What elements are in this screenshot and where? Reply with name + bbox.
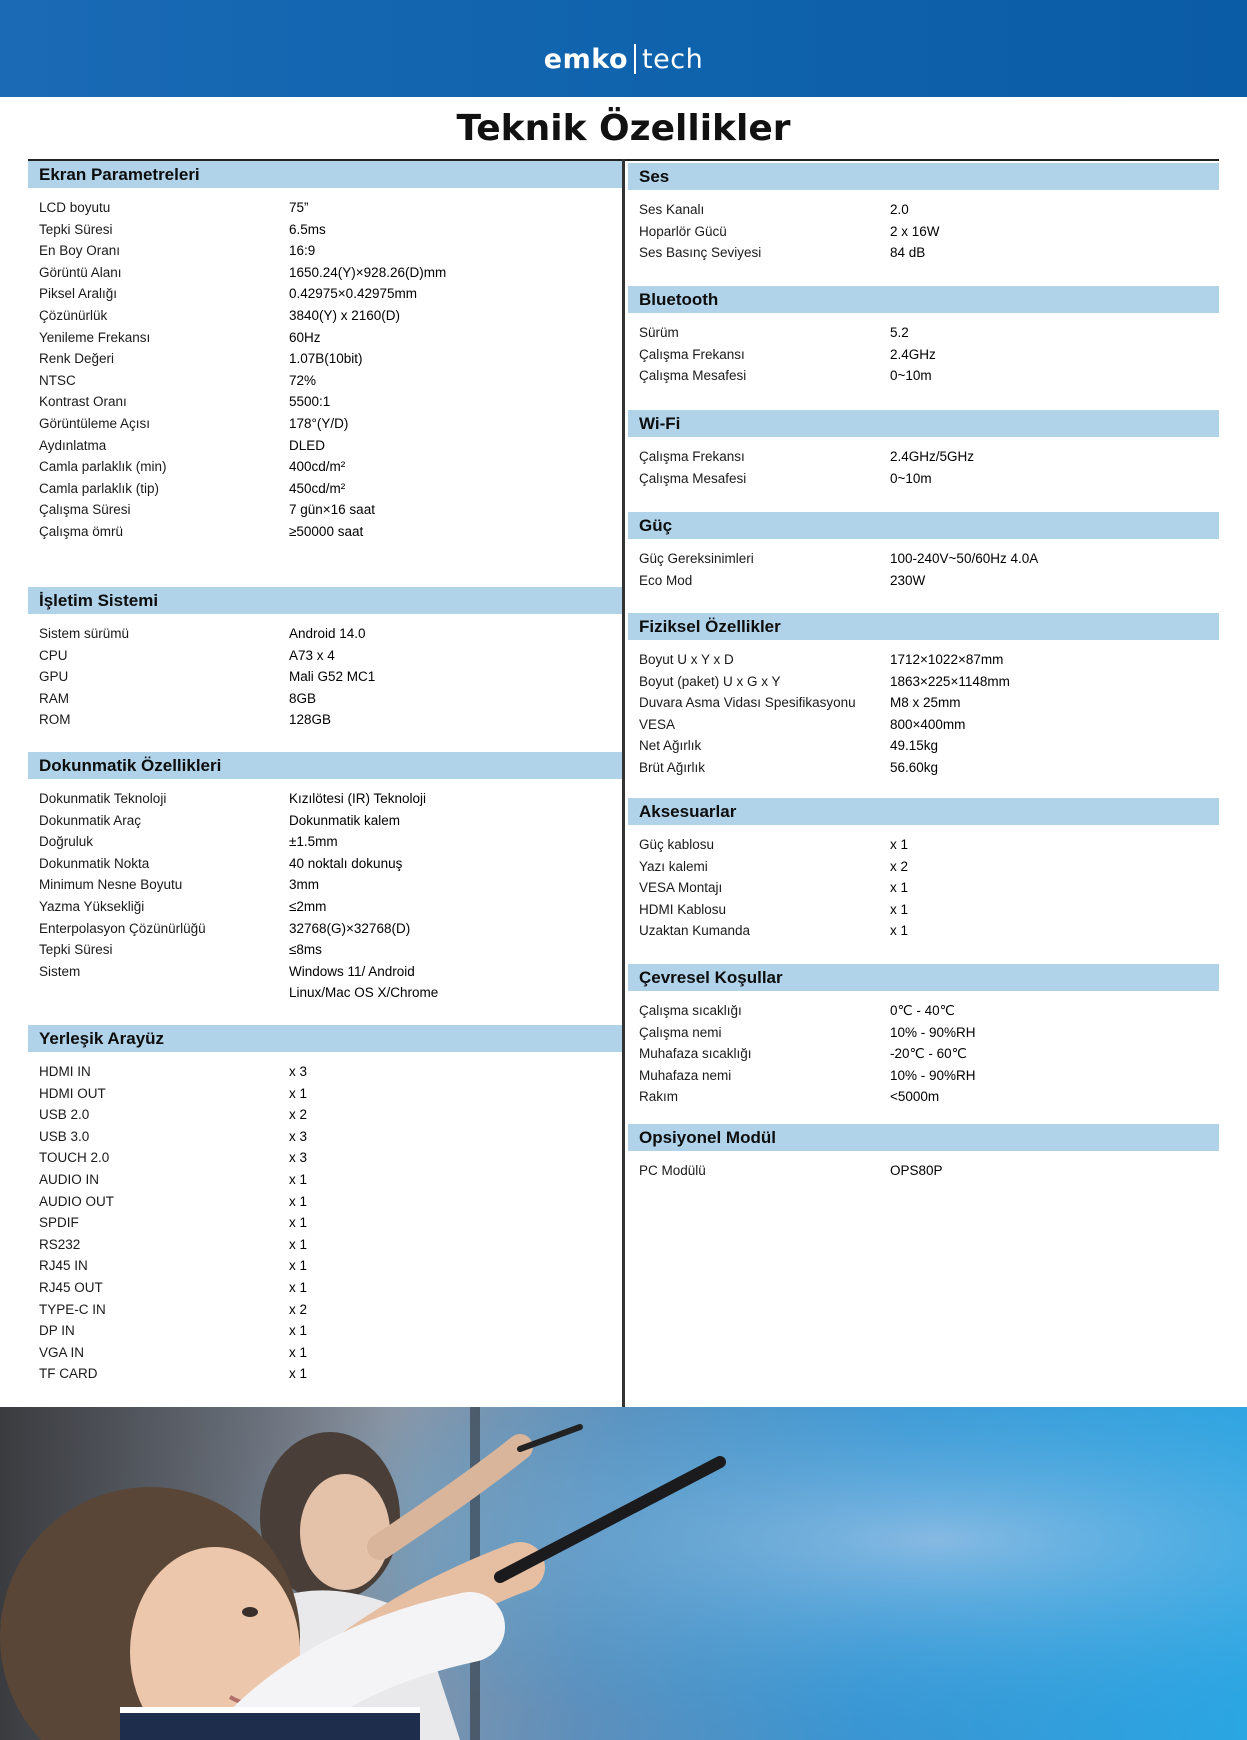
- spec-value: ≤2mm: [289, 898, 327, 914]
- spec-value: 3840(Y) x 2160(D): [289, 307, 401, 323]
- spec-rows: [628, 437, 1219, 489]
- section-heading: Ses: [628, 163, 1219, 190]
- spec-value: 1.07B(10bit): [289, 351, 363, 367]
- spec-row: [28, 810, 622, 832]
- spec-label: HDMI IN: [39, 1064, 91, 1079]
- spec-row: [628, 1000, 1219, 1022]
- spec-label: TYPE-C IN: [39, 1301, 106, 1317]
- spec-row: [28, 1083, 622, 1105]
- spec-value: x 1: [890, 880, 909, 896]
- spec-row: [28, 1191, 622, 1213]
- spec-label: DP IN: [39, 1323, 75, 1339]
- spec-label: TF CARD: [39, 1366, 98, 1382]
- section-cevresel-kosullar: [628, 964, 1219, 1108]
- spec-label: Sistem sürümü: [39, 626, 130, 641]
- spec-value: 450cd/m²: [289, 480, 346, 496]
- spec-row: [28, 1234, 622, 1256]
- spec-value: 1650.24(Y)×928.26(D)mm: [289, 264, 447, 280]
- spec-value: 40 noktalı dokunuş: [289, 855, 403, 871]
- section-aksesuarlar: [628, 798, 1219, 942]
- spec-label: Çalışma nemi: [639, 1024, 722, 1040]
- spec-row: [28, 413, 622, 435]
- spec-label: AUDIO OUT: [39, 1193, 115, 1209]
- spec-label: ROM: [39, 712, 71, 728]
- section-heading: Yerleşik Arayüz: [28, 1025, 622, 1052]
- spec-value: x 1: [289, 1366, 308, 1382]
- spec-value: 128GB: [289, 712, 332, 728]
- spec-value: 72%: [289, 372, 317, 388]
- spec-label: Dokunmatik Nokta: [39, 855, 150, 871]
- spec-row: [28, 1126, 622, 1148]
- spec-value: 2.0: [890, 202, 909, 217]
- spec-row: [28, 1212, 622, 1234]
- spec-value: DLED: [289, 437, 326, 453]
- spec-label: HDMI Kablosu: [639, 901, 727, 917]
- spec-value: x 2: [289, 1107, 308, 1123]
- spec-value: 49.15kg: [890, 738, 939, 754]
- spec-label: Boyut (paket) U x G x Y: [639, 673, 781, 689]
- spec-row: [28, 623, 622, 645]
- spec-rows: [628, 1151, 1219, 1182]
- spec-row: [628, 221, 1219, 243]
- spec-value: x 3: [289, 1128, 308, 1144]
- spec-value: Dokunmatik kalem: [289, 812, 401, 828]
- spec-row: [628, 365, 1219, 387]
- spec-value: x 1: [289, 1193, 308, 1209]
- spec-label: Yenileme Frekansı: [39, 329, 151, 345]
- spec-label: Çalışma ömrü: [39, 523, 124, 539]
- spec-value: 16:9: [289, 243, 316, 259]
- spec-value: OPS80P: [890, 1163, 943, 1178]
- spec-row: [628, 671, 1219, 693]
- spec-row: [28, 918, 622, 940]
- spec-value: 7 gün×16 saat: [289, 502, 375, 518]
- spec-value: 800×400mm: [890, 716, 966, 732]
- spec-value: x 1: [890, 901, 909, 917]
- spec-value: x 3: [289, 1150, 308, 1166]
- spec-label: Muhafaza sıcaklığı: [639, 1046, 752, 1062]
- spec-row: [28, 831, 622, 853]
- spec-label: Hoparlör Gücü: [639, 223, 727, 239]
- spec-row: [28, 939, 622, 961]
- spec-value: Kızılötesi (IR) Teknoloji: [289, 791, 427, 806]
- spec-value: 178°(Y/D): [289, 415, 349, 431]
- spec-value: ≥50000 saat: [289, 523, 364, 539]
- spec-label: Çalışma sıcaklığı: [639, 1003, 742, 1018]
- spec-value: 32768(G)×32768(D): [289, 920, 411, 936]
- spec-row: [628, 834, 1219, 856]
- spec-value: x 1: [289, 1344, 308, 1360]
- spec-label: HDMI OUT: [39, 1085, 106, 1101]
- spec-row: [28, 666, 622, 688]
- spec-row: [28, 961, 622, 983]
- section-bluetooth: [628, 286, 1219, 387]
- spec-row: [28, 327, 622, 349]
- spec-rows: [628, 825, 1219, 942]
- spec-label: Güç kablosu: [639, 837, 715, 852]
- spec-rows: [28, 1052, 622, 1385]
- spec-row: [28, 1255, 622, 1277]
- spec-row: [28, 456, 622, 478]
- spec-row: [628, 735, 1219, 757]
- spec-label: AUDIO IN: [39, 1171, 100, 1187]
- header-bar: [0, 0, 1247, 97]
- spec-row: [28, 1342, 622, 1364]
- spec-label: Muhafaza nemi: [639, 1067, 732, 1083]
- spec-value: 5.2: [890, 325, 909, 340]
- section-dokunmatik-ozellikleri: [28, 752, 622, 1004]
- spec-label: Çözünürlük: [39, 307, 108, 323]
- spec-value: x 1: [289, 1279, 308, 1295]
- section-wifi: [628, 410, 1219, 489]
- spec-row: [628, 1022, 1219, 1044]
- section-heading: Fiziksel Özellikler: [628, 613, 1219, 640]
- spec-row: [628, 856, 1219, 878]
- spec-row: [628, 920, 1219, 942]
- spec-label: Brüt Ağırlık: [639, 759, 706, 775]
- spec-value: 10% - 90%RH: [890, 1024, 976, 1040]
- spec-value: 6.5ms: [289, 221, 326, 237]
- spec-value: 84 dB: [890, 245, 926, 261]
- section-heading: Güç: [628, 512, 1219, 539]
- spec-label: Enterpolasyon Çözünürlüğü: [39, 920, 206, 936]
- spec-label: LCD boyutu: [39, 200, 111, 215]
- spec-label: Çalışma Frekansı: [639, 346, 745, 362]
- spec-row: [628, 446, 1219, 468]
- section-guc: [628, 512, 1219, 591]
- spec-label: Boyut U x Y x D: [639, 652, 734, 667]
- spec-row: [28, 1320, 622, 1342]
- spec-value: 400cd/m²: [289, 459, 346, 475]
- spec-row: [628, 199, 1219, 221]
- spec-label: PC Modülü: [639, 1163, 706, 1178]
- spec-label: Dokunmatik Teknoloji: [39, 791, 167, 806]
- spec-value: 5500:1: [289, 394, 331, 410]
- spec-row: [628, 714, 1219, 736]
- spec-row: [628, 692, 1219, 714]
- product-photo: [0, 1407, 1247, 1740]
- spec-row: [28, 348, 622, 370]
- spec-label: NTSC: [39, 372, 76, 388]
- spec-label: Piksel Aralığı: [39, 286, 118, 302]
- spec-label: Dokunmatik Araç: [39, 812, 142, 828]
- spec-row: [628, 468, 1219, 490]
- spec-row: [28, 219, 622, 241]
- spec-row: [28, 709, 622, 731]
- spec-value: Android 14.0: [289, 626, 366, 641]
- spec-row: [628, 1065, 1219, 1087]
- spec-label: Ses Kanalı: [639, 202, 705, 217]
- spec-value: Windows 11/ Android: [289, 963, 415, 979]
- spec-value: ±1.5mm: [289, 834, 338, 850]
- spec-row: [28, 478, 622, 500]
- spec-row: [28, 370, 622, 392]
- spec-label: Eco Mod: [639, 572, 693, 588]
- spec-row: [628, 649, 1219, 671]
- section-heading: Bluetooth: [628, 286, 1219, 313]
- spec-value: 230W: [890, 572, 926, 588]
- spec-label: Çalışma Frekansı: [639, 449, 745, 464]
- spec-row: [28, 788, 622, 810]
- spec-label: Uzaktan Kumanda: [639, 923, 751, 939]
- spec-value: 0~10m: [890, 470, 932, 486]
- spec-value: -20℃ - 60℃: [890, 1046, 967, 1062]
- spec-value: <5000m: [890, 1089, 940, 1105]
- spec-value: x 2: [890, 858, 909, 874]
- spec-value: 2 x 16W: [890, 223, 940, 239]
- spec-value: x 1: [890, 923, 909, 939]
- column-divider: [622, 159, 625, 1407]
- spec-value: x 1: [289, 1258, 308, 1274]
- spec-label: Yazma Yüksekliği: [39, 898, 145, 914]
- spec-row: [28, 435, 622, 457]
- spec-row: [28, 645, 622, 667]
- spec-row: [28, 1104, 622, 1126]
- spec-label: Tepki Süresi: [39, 221, 113, 237]
- spec-row: [628, 757, 1219, 779]
- spec-label: En Boy Oranı: [39, 243, 121, 259]
- spec-row: [628, 1086, 1219, 1108]
- spec-row: [28, 853, 622, 875]
- section-heading: Opsiyonel Modül: [628, 1124, 1219, 1151]
- spec-rows: [28, 614, 622, 731]
- spec-label: VESA Montajı: [639, 880, 723, 896]
- spec-rows: [28, 188, 622, 543]
- spec-value: 0℃ - 40℃: [890, 1003, 955, 1018]
- spec-row: [28, 874, 622, 896]
- spec-label: Doğruluk: [39, 834, 94, 850]
- spec-row: [628, 1043, 1219, 1065]
- section-opsiyonel-modul: [628, 1124, 1219, 1182]
- spec-row: [28, 1277, 622, 1299]
- spec-row: [28, 982, 622, 1004]
- spec-value: M8 x 25mm: [890, 695, 961, 711]
- spec-value: 8GB: [289, 690, 317, 706]
- spec-value: x 1: [289, 1323, 308, 1339]
- spec-value: 75”: [289, 200, 309, 215]
- spec-label: USB 2.0: [39, 1107, 90, 1123]
- spec-value: x 1: [289, 1085, 308, 1101]
- spec-row: [28, 240, 622, 262]
- spec-value: ≤8ms: [289, 942, 322, 958]
- spec-label: Yazı kalemi: [639, 858, 708, 874]
- spec-row: [628, 242, 1219, 264]
- spec-value: 60Hz: [289, 329, 321, 345]
- spec-row: [28, 1169, 622, 1191]
- spec-label: RJ45 IN: [39, 1258, 88, 1274]
- spec-rows: [628, 640, 1219, 779]
- spec-row: [28, 1147, 622, 1169]
- spec-label: USB 3.0: [39, 1128, 90, 1144]
- section-yerlesik-arayuz: [28, 1025, 622, 1385]
- spec-row: [628, 344, 1219, 366]
- spec-row: [28, 305, 622, 327]
- page-title: Teknik Özellikler: [456, 108, 791, 149]
- logo-sub: tech: [642, 44, 704, 75]
- spec-value: A73 x 4: [289, 647, 335, 663]
- section-heading: Dokunmatik Özellikleri: [28, 752, 622, 779]
- spec-label: CPU: [39, 647, 68, 663]
- spec-label: RAM: [39, 690, 69, 706]
- spec-row: [28, 499, 622, 521]
- spec-label: Net Ağırlık: [639, 738, 702, 754]
- spec-row: [628, 1160, 1219, 1182]
- spec-row: [628, 877, 1219, 899]
- spec-value: 2.4GHz: [890, 346, 936, 362]
- spec-row: [28, 521, 622, 543]
- logo-brand: emko: [543, 44, 629, 75]
- spec-value: x 1: [289, 1215, 308, 1231]
- spec-row: [28, 688, 622, 710]
- spec-value: 0~10m: [890, 368, 932, 384]
- spec-label: GPU: [39, 669, 69, 685]
- spec-value: 56.60kg: [890, 759, 939, 775]
- section-isletim-sistemi: [28, 587, 622, 731]
- spec-label: Minimum Nesne Boyutu: [39, 877, 183, 893]
- spec-rows: [28, 779, 622, 1004]
- spec-label: Çalışma Süresi: [39, 502, 131, 518]
- spec-row: [628, 570, 1219, 592]
- spec-value: x 1: [289, 1236, 308, 1252]
- section-fiziksel-ozellikler: [628, 613, 1219, 779]
- spec-row: [28, 391, 622, 413]
- spec-row: [628, 899, 1219, 921]
- spec-label: Ses Basınç Seviyesi: [639, 245, 762, 261]
- spec-value: 2.4GHz/5GHz: [890, 449, 975, 464]
- spec-row: [28, 197, 622, 219]
- spec-row: [28, 1061, 622, 1083]
- spec-row: [28, 1363, 622, 1385]
- spec-label: Görüntü Alanı: [39, 264, 122, 280]
- spec-rows: [628, 991, 1219, 1108]
- spec-row: [628, 548, 1219, 570]
- spec-label: Renk Değeri: [39, 351, 115, 367]
- spec-label: VESA: [639, 716, 676, 732]
- spec-label: TOUCH 2.0: [39, 1150, 110, 1166]
- spec-label: Çalışma Mesafesi: [639, 470, 747, 486]
- spec-rows: [628, 190, 1219, 264]
- section-heading: Wi-Fi: [628, 410, 1219, 437]
- spec-value: 1863×225×1148mm: [890, 673, 1010, 689]
- spec-label: RJ45 OUT: [39, 1279, 103, 1295]
- section-ekran-parametreleri: [28, 161, 622, 543]
- spec-row: [628, 322, 1219, 344]
- spec-value: 3mm: [289, 877, 319, 893]
- spec-value: x 1: [289, 1171, 308, 1187]
- students-writing-illustration: [0, 1407, 1247, 1740]
- section-heading: Çevresel Koşullar: [628, 964, 1219, 991]
- spec-label: Çalışma Mesafesi: [639, 368, 747, 384]
- spec-label: Camla parlaklık (tip): [39, 480, 160, 496]
- spec-value: Mali G52 MC1: [289, 669, 376, 685]
- spec-row: [28, 896, 622, 918]
- spec-row: [28, 1299, 622, 1321]
- spec-label: VGA IN: [39, 1344, 85, 1360]
- spec-label: Sistem: [39, 963, 81, 979]
- spec-label: Güç Gereksinimleri: [639, 551, 754, 566]
- section-ses: [628, 163, 1219, 264]
- spec-label: Duvara Asma Vidası Spesifikasyonu: [639, 695, 856, 711]
- spec-label: Camla parlaklık (min): [39, 459, 167, 475]
- spec-label: Tepki Süresi: [39, 942, 113, 958]
- spec-label: RS232: [39, 1236, 81, 1252]
- section-heading: İşletim Sistemi: [28, 587, 622, 614]
- spec-label: Aydınlatma: [39, 437, 107, 453]
- brand-logo: [0, 44, 1247, 75]
- spec-value: x 3: [289, 1064, 308, 1079]
- spec-value: 1712×1022×87mm: [890, 652, 1004, 667]
- spec-label: Sürüm: [639, 325, 679, 340]
- section-heading: Ekran Parametreleri: [28, 161, 622, 188]
- spec-value: x 1: [890, 837, 909, 852]
- section-heading: Aksesuarlar: [628, 798, 1219, 825]
- spec-label: Kontrast Oranı: [39, 394, 127, 410]
- spec-rows: [628, 539, 1219, 591]
- spec-value: Linux/Mac OS X/Chrome: [289, 985, 439, 1001]
- spec-rows: [628, 313, 1219, 387]
- spec-label: SPDIF: [39, 1215, 79, 1231]
- spec-row: [28, 283, 622, 305]
- spec-value: 0.42975×0.42975mm: [289, 286, 417, 302]
- spec-row: [28, 262, 622, 284]
- spec-value: 10% - 90%RH: [890, 1067, 976, 1083]
- spec-label: Görüntüleme Açısı: [39, 415, 151, 431]
- logo-separator: [634, 44, 636, 74]
- spec-label: [28, 982, 289, 1004]
- spec-value: 100-240V~50/60Hz 4.0A: [890, 551, 1039, 566]
- spec-label: Rakım: [639, 1089, 679, 1105]
- spec-value: x 2: [289, 1301, 308, 1317]
